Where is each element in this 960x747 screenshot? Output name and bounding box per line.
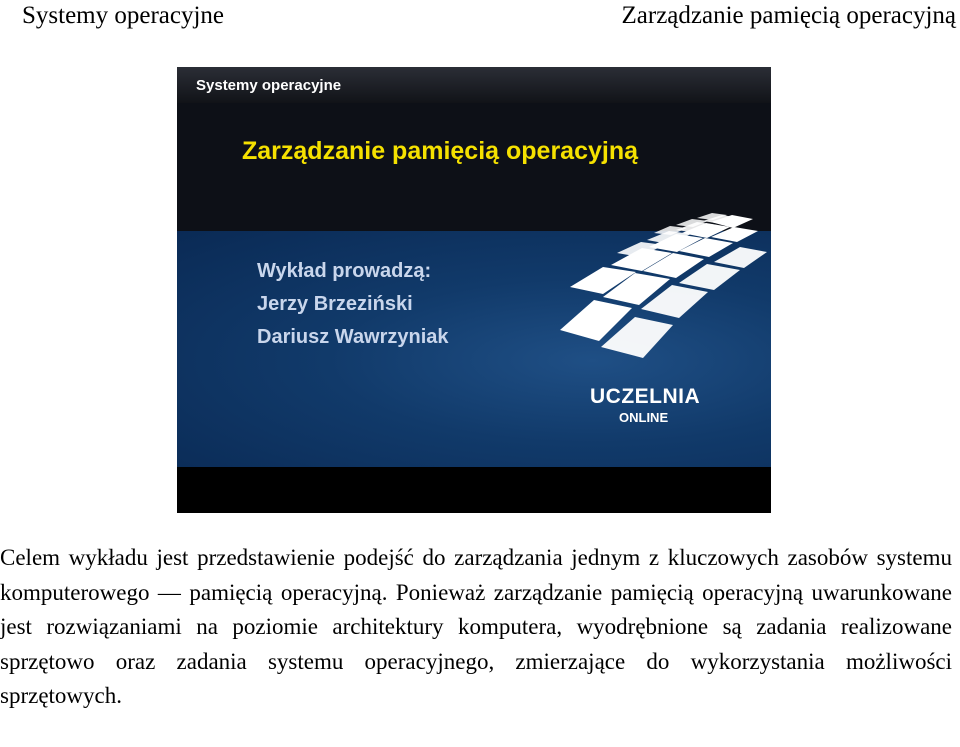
slide-footer-band xyxy=(177,467,771,513)
intro-paragraph: Celem wykładu jest przedstawienie podejść do zarządzania jednym z kluczowych zasobów systemu komputerowego — pamięcią operacyjną. Ponieważ zarządzanie pamięcią operacyjną uwarunkowane jest rozwiązaniami na poziomie architektury komputera, wyodrębnione są zadania realizowane sprzętowo oraz zadania systemu operacyjnego, zmierzające do wykorzystania możliwości sprzętowych. xyxy=(0,545,952,708)
page-header xyxy=(0,0,960,34)
online-logo-text: ONLINE xyxy=(619,410,669,425)
uczelnia-logo-text: UCZELNIA xyxy=(590,385,701,408)
lecturer-name: Jerzy Brzeziński xyxy=(257,293,413,315)
header-course-title: Systemy operacyjne xyxy=(22,2,225,29)
lecturers-label: Wykład prowadzą: xyxy=(257,260,432,282)
lecturer-name: Dariusz Wawrzyniak xyxy=(257,326,449,348)
lecturers-block xyxy=(257,255,449,354)
slide-title: Zarządzanie pamięcią operacyjną xyxy=(242,137,639,165)
slide-course-title: Systemy operacyjne xyxy=(196,77,342,94)
tile-grid-graphic xyxy=(557,207,771,367)
header-lecture-title: Zarządzanie pamięcią operacyjną xyxy=(621,2,956,29)
slide-image xyxy=(177,67,771,513)
